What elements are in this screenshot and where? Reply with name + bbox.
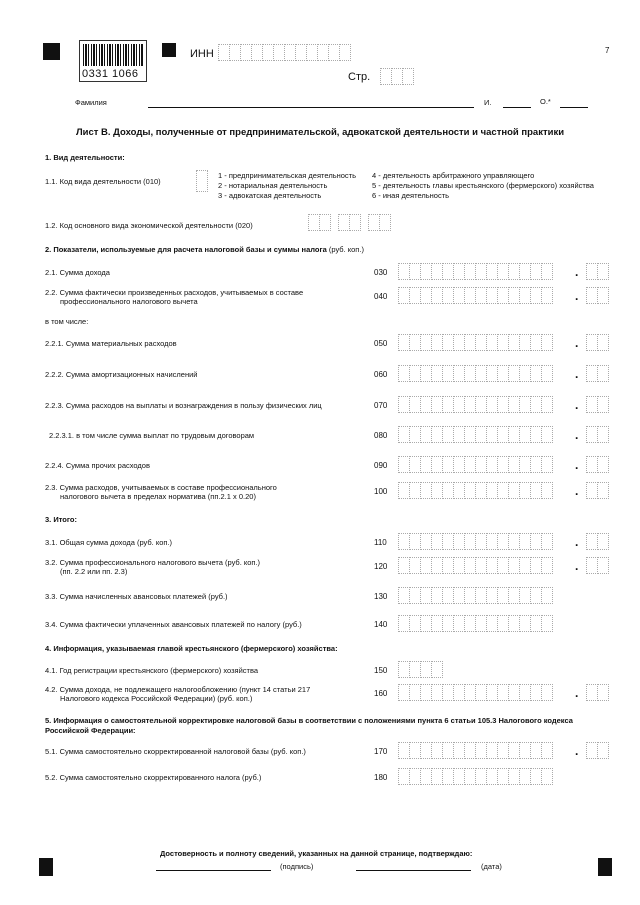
page-field[interactable] xyxy=(380,68,413,85)
activity-option-6: 6 - иная деятельность xyxy=(372,191,450,200)
line-code-050: 050 xyxy=(374,339,388,348)
field-kopecks-110[interactable] xyxy=(586,533,608,550)
field-label-140: 3.4. Сумма фактически уплаченных авансовых платежей по налогу (руб.) xyxy=(45,620,302,629)
field-label-070: 2.2.3. Сумма расходов на выплаты и вознаграждения в пользу физических лиц xyxy=(45,401,322,410)
field-label-170: 5.1. Сумма самостоятельно скорректированной налоговой базы (руб. коп.) xyxy=(45,747,306,756)
line-code-060: 060 xyxy=(374,370,388,379)
field-170[interactable] xyxy=(398,742,552,759)
surname-field[interactable] xyxy=(148,107,474,108)
okved-code-label: 1.2. Код основного вида экономической деятельности (020) xyxy=(45,221,253,230)
field-100[interactable] xyxy=(398,482,552,499)
signature-label: (подпись) xyxy=(280,862,314,871)
activity-option-3: 3 - адвокатская деятельность xyxy=(218,191,322,200)
field-kopecks-090[interactable] xyxy=(586,456,608,473)
registration-marker-bottom-right xyxy=(598,858,612,876)
section-2-heading-text: 2. Показатели, используемые для расчета налоговой базы и суммы налога xyxy=(45,245,327,254)
section-5-heading-line2: Российской Федерации: xyxy=(45,726,136,735)
page-label: Стр. xyxy=(348,71,371,83)
page-title: Лист В. Доходы, полученные от предпринимательской, адвокатской деятельности и частной практики xyxy=(75,127,565,138)
field-120[interactable] xyxy=(398,557,552,574)
decimal-separator: . xyxy=(575,428,579,442)
field-160[interactable] xyxy=(398,684,552,701)
decimal-separator: . xyxy=(575,744,579,758)
activity-option-2: 2 - нотариальная деятельность xyxy=(218,181,328,190)
initial-o-field[interactable] xyxy=(560,107,588,108)
activity-code-label: 1.1. Код вида деятельности (010) xyxy=(45,177,161,186)
page-number: 7 xyxy=(605,46,610,55)
activity-option-5: 5 - деятельность главы крестьянского (фермерского) хозяйства xyxy=(372,181,594,190)
line-code-150: 150 xyxy=(374,666,388,675)
registration-marker-bottom-left xyxy=(39,858,53,876)
line-code-140: 140 xyxy=(374,620,388,629)
registration-marker-top-center xyxy=(162,43,176,57)
line-code-160: 160 xyxy=(374,689,388,698)
field-label-030: 2.1. Сумма дохода xyxy=(45,268,110,277)
field-kopecks-160[interactable] xyxy=(586,684,608,701)
field-150[interactable] xyxy=(398,661,442,678)
field-070[interactable] xyxy=(398,396,552,413)
okved-code-field[interactable] xyxy=(308,214,390,231)
inn-field[interactable] xyxy=(218,44,350,61)
field-label-120: 3.2. Сумма профессионального налогового вычета (руб. коп.) xyxy=(45,558,261,567)
field-label-160: 4.2. Сумма дохода, не подлежащего налогообложению (пункт 14 статьи 217 xyxy=(45,685,311,694)
field-label-060: 2.2.2. Сумма амортизационных начислений xyxy=(45,370,198,379)
line-code-110: 110 xyxy=(374,538,387,547)
activity-code-field[interactable] xyxy=(196,170,207,192)
field-110[interactable] xyxy=(398,533,552,550)
field-kopecks-100[interactable] xyxy=(586,482,608,499)
decimal-separator: . xyxy=(575,559,579,573)
decimal-separator: . xyxy=(575,458,579,472)
confirmation-text: Достоверность и полноту сведений, указанных на данной странице, подтверждаю: xyxy=(160,849,473,858)
barcode xyxy=(79,40,147,82)
decimal-separator: . xyxy=(575,289,579,303)
field-label-110: 3.1. Общая сумма дохода (руб. коп.) xyxy=(45,538,173,547)
barcode-number: 0331 1066 xyxy=(82,68,139,80)
line-code-070: 070 xyxy=(374,401,388,410)
activity-option-4: 4 - деятельность арбитражного управляющего xyxy=(372,171,535,180)
field-label-180: 5.2. Сумма самостоятельно скорректированного налога (руб.) xyxy=(45,773,262,782)
decimal-separator: . xyxy=(575,367,579,381)
field-label-040: 2.2. Сумма фактически произведенных расходов, учитываемых в составе xyxy=(45,288,304,297)
activity-option-1: 1 - предпринимательская деятельность xyxy=(218,171,357,180)
section-4-heading: 4. Информация, указываемая главой крестьянского (фермерского) хозяйства: xyxy=(45,644,338,653)
section-1-heading: 1. Вид деятельности: xyxy=(45,153,125,162)
field-label-line2-160: Налогового кодекса Российской Федерации) (руб. коп.) xyxy=(60,694,253,703)
section-5-heading: 5. Информация о самостоятельной корректировке налоговой базы в соответствии с положениями пункта 6 статьи 105.3 Налогового кодекса xyxy=(45,716,573,725)
field-label-150: 4.1. Год регистрации крестьянского (фермерского) хозяйства xyxy=(45,666,259,675)
date-field[interactable] xyxy=(356,870,471,871)
field-label-line2-120: (пп. 2.2 или пп. 2.3) xyxy=(60,567,128,576)
line-code-040: 040 xyxy=(374,292,388,301)
field-label-080: 2.2.3.1. в том числе сумма выплат по трудовым договорам xyxy=(49,431,255,440)
date-label: (дата) xyxy=(481,862,502,871)
signature-field[interactable] xyxy=(156,870,271,871)
decimal-separator: . xyxy=(575,686,579,700)
decimal-separator: . xyxy=(575,336,579,350)
field-060[interactable] xyxy=(398,365,552,382)
field-label-130: 3.3. Сумма начисленных авансовых платежей (руб.) xyxy=(45,592,228,601)
field-090[interactable] xyxy=(398,456,552,473)
field-050[interactable] xyxy=(398,334,552,351)
line-code-100: 100 xyxy=(374,487,388,496)
field-kopecks-050[interactable] xyxy=(586,334,608,351)
field-label-100: 2.3. Сумма расходов, учитываемых в составе профессионального xyxy=(45,483,277,492)
initial-i-field[interactable] xyxy=(503,107,531,108)
field-label-090: 2.2.4. Сумма прочих расходов xyxy=(45,461,150,470)
decimal-separator: . xyxy=(575,484,579,498)
field-kopecks-120[interactable] xyxy=(586,557,608,574)
field-140[interactable] xyxy=(398,615,552,632)
section-3-heading: 3. Итого: xyxy=(45,515,77,524)
initial-o-label: О.* xyxy=(540,97,551,106)
section-2-heading xyxy=(45,245,364,254)
field-kopecks-030[interactable] xyxy=(586,263,608,280)
field-080[interactable] xyxy=(398,426,552,443)
field-label-line2-040: профессионального налогового вычета xyxy=(60,297,198,306)
field-label-line2-100: налогового вычета в пределах норматива (пп.2.1 x 0.20) xyxy=(60,492,256,501)
field-040[interactable] xyxy=(398,287,552,304)
line-code-090: 090 xyxy=(374,461,388,470)
line-code-030: 030 xyxy=(374,268,388,277)
field-kopecks-040[interactable] xyxy=(586,287,608,304)
decimal-separator: . xyxy=(575,398,579,412)
field-180[interactable] xyxy=(398,768,552,785)
section-2-heading-unit: (руб. коп.) xyxy=(328,245,364,254)
line-code-130: 130 xyxy=(374,592,388,601)
surname-label: Фамилия xyxy=(75,98,107,107)
field-kopecks-060[interactable] xyxy=(586,365,608,382)
inn-label: ИНН xyxy=(190,48,214,60)
including-label: в том числе: xyxy=(45,317,89,326)
registration-marker-top-left xyxy=(43,43,60,60)
decimal-separator: . xyxy=(575,265,579,279)
field-label-050: 2.2.1. Сумма материальных расходов xyxy=(45,339,177,348)
decimal-separator: . xyxy=(575,535,579,549)
initial-i-label: И. xyxy=(484,98,492,107)
line-code-080: 080 xyxy=(374,431,388,440)
field-kopecks-080[interactable] xyxy=(586,426,608,443)
field-030[interactable] xyxy=(398,263,552,280)
line-code-120: 120 xyxy=(374,562,388,571)
field-kopecks-070[interactable] xyxy=(586,396,608,413)
line-code-180: 180 xyxy=(374,773,388,782)
line-code-170: 170 xyxy=(374,747,388,756)
field-130[interactable] xyxy=(398,587,552,604)
field-kopecks-170[interactable] xyxy=(586,742,608,759)
